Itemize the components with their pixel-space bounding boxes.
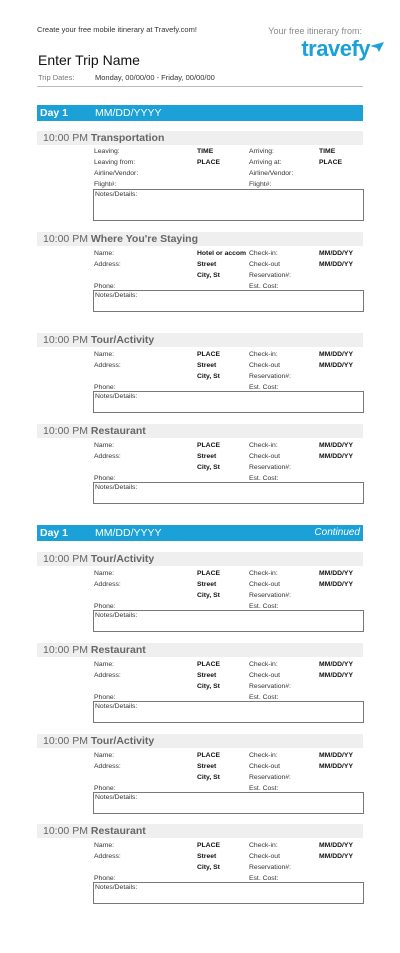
tour-section (37, 552, 363, 634)
section-time: 10:00 PM (43, 825, 88, 837)
city-value[interactable]: City, St (197, 464, 220, 471)
street-value[interactable]: Street (197, 581, 217, 588)
section-time: 10:00 PM (43, 233, 88, 245)
trip-dates-label: Trip Dates: (38, 73, 75, 82)
checkout-value[interactable]: MM/DD/YY (319, 672, 353, 679)
city-value[interactable]: City, St (197, 683, 220, 690)
checkout-value[interactable]: MM/DD/YY (319, 362, 353, 369)
notes-box[interactable] (93, 189, 364, 221)
checkout-label: Check-out (249, 362, 280, 369)
section-header (37, 552, 363, 566)
plane-icon (370, 42, 384, 52)
street-value[interactable]: Street (197, 672, 217, 679)
notes-label: Notes/Details: (95, 191, 138, 198)
tour-section (37, 734, 363, 816)
city-value[interactable]: City, St (197, 774, 220, 781)
city-value[interactable]: City, St (197, 272, 220, 279)
checkin-value[interactable]: MM/DD/YY (319, 842, 353, 849)
reservation-label: Reservation#: (249, 683, 291, 690)
phone-label: Phone: (94, 785, 116, 792)
promo-text: Create your free mobile itinerary at Travefy.com! (37, 25, 197, 34)
checkin-label: Check-in: (249, 442, 278, 449)
cost-label: Est. Cost: (249, 694, 279, 701)
day-header (37, 105, 363, 121)
flight-label: Flight#: (94, 181, 117, 188)
reservation-label: Reservation#: (249, 774, 291, 781)
flight-label-2: Flight#: (249, 181, 272, 188)
checkout-label: Check-out (249, 581, 280, 588)
cost-label: Est. Cost: (249, 875, 279, 882)
section-title: Transportation (90, 132, 165, 144)
day-date[interactable]: MM/DD/YYYY (95, 107, 162, 119)
trip-name[interactable]: Enter Trip Name (38, 52, 140, 68)
section-title: Where You're Staying (90, 233, 199, 245)
name-value[interactable]: PLACE (197, 842, 221, 849)
address-label: Address: (94, 853, 121, 860)
checkin-label: Check-in: (249, 351, 278, 358)
checkin-value[interactable]: MM/DD/YY (319, 250, 353, 257)
notes-label: Notes/Details: (95, 794, 138, 801)
street-value[interactable]: Street (197, 261, 217, 268)
phone-label: Phone: (94, 384, 116, 391)
section-header (37, 424, 363, 438)
leaving-label: Leaving: (94, 148, 120, 155)
section-header (37, 734, 363, 748)
day-header-continued (37, 525, 363, 541)
checkout-value[interactable]: MM/DD/YY (319, 453, 353, 460)
cost-label: Est. Cost: (249, 785, 279, 792)
checkin-value[interactable]: MM/DD/YY (319, 661, 353, 668)
city-value[interactable]: City, St (197, 864, 220, 871)
phone-label: Phone: (94, 694, 116, 701)
checkout-label: Check-out (249, 453, 280, 460)
street-value[interactable]: Street (197, 853, 217, 860)
address-label: Address: (94, 453, 121, 460)
notes-label: Notes/Details: (95, 484, 138, 491)
name-value[interactable]: PLACE (197, 351, 221, 358)
arriving-at-value[interactable]: PLACE (319, 159, 343, 166)
street-value[interactable]: Street (197, 453, 217, 460)
checkin-label: Check-in: (249, 842, 278, 849)
leaving-from-label: Leaving from: (94, 159, 136, 166)
cost-label: Est. Cost: (249, 603, 279, 610)
name-value[interactable]: PLACE (197, 661, 221, 668)
section-time: 10:00 PM (43, 644, 88, 656)
checkin-label: Check-in: (249, 570, 278, 577)
section-time: 10:00 PM (43, 334, 88, 346)
leaving-value[interactable]: TIME (197, 148, 214, 155)
checkin-value[interactable]: MM/DD/YY (319, 442, 353, 449)
section-title: Restaurant (90, 825, 146, 837)
section-header (37, 643, 363, 657)
cost-label: Est. Cost: (249, 283, 279, 290)
street-value[interactable]: Street (197, 362, 217, 369)
tour-section (37, 333, 363, 415)
name-value[interactable]: PLACE (197, 570, 221, 577)
name-label: Name: (94, 250, 115, 257)
name-label: Name: (94, 752, 115, 759)
reservation-label: Reservation#: (249, 864, 291, 871)
phone-label: Phone: (94, 603, 116, 610)
checkout-label: Check-out (249, 853, 280, 860)
day-label: Day 1 (40, 527, 69, 539)
cost-label: Est. Cost: (249, 384, 279, 391)
notes-label: Notes/Details: (95, 393, 138, 400)
city-value[interactable]: City, St (197, 373, 220, 380)
arriving-at-label: Arriving at: (249, 159, 282, 166)
section-header (37, 824, 363, 838)
name-value[interactable]: PLACE (197, 442, 221, 449)
staying-section (37, 232, 363, 314)
logo-text: travefy (301, 36, 370, 61)
section-time: 10:00 PM (43, 553, 88, 565)
checkin-value[interactable]: MM/DD/YY (319, 752, 353, 759)
checkout-value[interactable]: MM/DD/YY (319, 853, 353, 860)
address-label: Address: (94, 672, 121, 679)
day-continued: Continued (314, 527, 360, 538)
notes-box[interactable] (93, 290, 364, 312)
day-date[interactable]: MM/DD/YYYY (95, 527, 162, 539)
name-label: Name: (94, 351, 115, 358)
section-time: 10:00 PM (43, 735, 88, 747)
section-title: Tour/Activity (90, 735, 155, 747)
restaurant-section (37, 824, 363, 906)
trip-dates-value[interactable]: Monday, 00/00/00 - Friday, 00/00/00 (95, 73, 215, 82)
section-header (37, 131, 363, 145)
checkin-value[interactable]: MM/DD/YY (319, 570, 353, 577)
phone-label: Phone: (94, 875, 116, 882)
checkout-value[interactable]: MM/DD/YY (319, 261, 353, 268)
name-value[interactable]: Hotel or accom (197, 250, 247, 257)
address-label: Address: (94, 581, 121, 588)
arriving-label: Arriving: (249, 148, 274, 155)
section-title: Restaurant (90, 425, 146, 437)
notes-box[interactable] (93, 482, 364, 504)
section-title: Tour/Activity (90, 553, 155, 565)
airline-label: Airline/Vendor: (94, 170, 139, 177)
phone-label: Phone: (94, 475, 116, 482)
city-value[interactable]: City, St (197, 592, 220, 599)
notes-label: Notes/Details: (95, 292, 138, 299)
logo-tagline: Your free itinerary from: (268, 26, 362, 36)
header-divider (37, 86, 363, 87)
airline-label-2: Airline/Vendor: (249, 170, 294, 177)
section-header (37, 232, 363, 246)
section-title: Tour/Activity (90, 334, 155, 346)
notes-box[interactable] (93, 792, 364, 814)
travefy-logo (301, 36, 370, 62)
notes-box[interactable] (93, 610, 364, 632)
reservation-label: Reservation#: (249, 373, 291, 380)
notes-box[interactable] (93, 391, 364, 413)
address-label: Address: (94, 763, 121, 770)
address-label: Address: (94, 261, 121, 268)
arriving-value[interactable]: TIME (319, 148, 336, 155)
checkout-value[interactable]: MM/DD/YY (319, 581, 353, 588)
restaurant-section (37, 643, 363, 725)
address-label: Address: (94, 362, 121, 369)
checkout-label: Check-out (249, 763, 280, 770)
checkout-value[interactable]: MM/DD/YY (319, 763, 353, 770)
transportation-section (37, 131, 363, 223)
name-label: Name: (94, 570, 115, 577)
checkin-value[interactable]: MM/DD/YY (319, 351, 353, 358)
phone-label: Phone: (94, 283, 116, 290)
notes-box[interactable] (93, 882, 364, 904)
section-header (37, 333, 363, 347)
checkin-label: Check-in: (249, 250, 278, 257)
notes-label: Notes/Details: (95, 703, 138, 710)
checkout-label: Check-out (249, 672, 280, 679)
name-label: Name: (94, 842, 115, 849)
name-label: Name: (94, 442, 115, 449)
checkin-label: Check-in: (249, 752, 278, 759)
name-label: Name: (94, 661, 115, 668)
reservation-label: Reservation#: (249, 272, 291, 279)
notes-label: Notes/Details: (95, 884, 138, 891)
checkout-label: Check-out (249, 261, 280, 268)
checkin-label: Check-in: (249, 661, 278, 668)
section-time: 10:00 PM (43, 425, 88, 437)
name-value[interactable]: PLACE (197, 752, 221, 759)
reservation-label: Reservation#: (249, 464, 291, 471)
reservation-label: Reservation#: (249, 592, 291, 599)
day-label: Day 1 (40, 107, 69, 119)
leaving-from-value[interactable]: PLACE (197, 159, 221, 166)
restaurant-section (37, 424, 363, 506)
section-title: Restaurant (90, 644, 146, 656)
notes-label: Notes/Details: (95, 612, 138, 619)
street-value[interactable]: Street (197, 763, 217, 770)
cost-label: Est. Cost: (249, 475, 279, 482)
notes-box[interactable] (93, 701, 364, 723)
section-time: 10:00 PM (43, 132, 88, 144)
